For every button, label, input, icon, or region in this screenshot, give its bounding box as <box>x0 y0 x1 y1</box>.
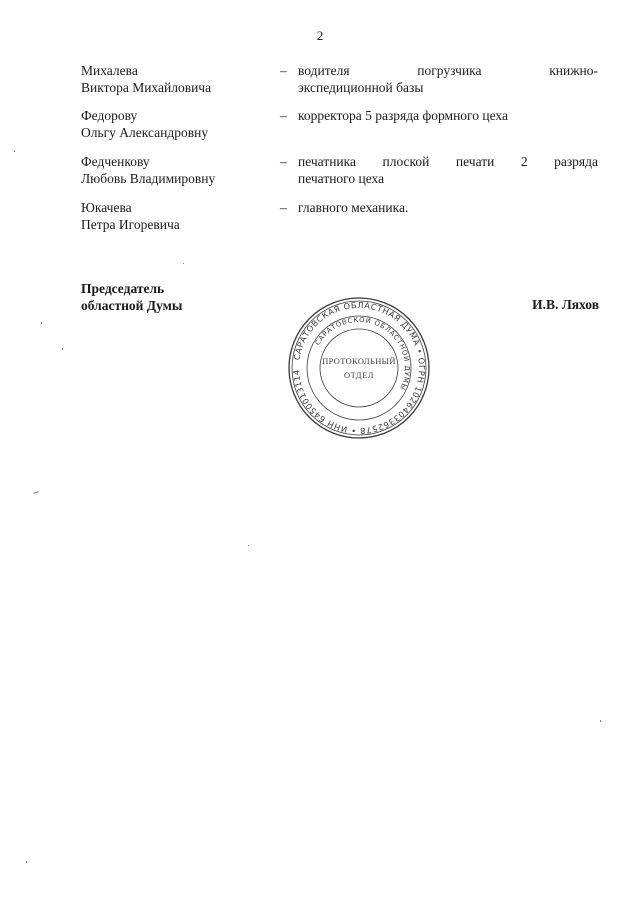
person-given-names: Любовь Владимировну <box>81 171 216 186</box>
person-name <box>81 153 271 187</box>
signatory-title-line: областной Думы <box>81 298 183 313</box>
scan-mark <box>62 348 63 350</box>
person-surname: Михалева <box>81 63 138 78</box>
signatory-name: И.В. Ляхов <box>532 297 599 312</box>
seal-center-text: ПРОТОКОЛЬНЫЙ <box>322 357 396 366</box>
dash-separator: – <box>280 200 287 215</box>
signatory-title-line: Председатель <box>81 281 165 296</box>
scan-mark <box>14 150 15 152</box>
page-number: 2 <box>316 28 324 43</box>
position-line: корректора 5 разряда формного цеха <box>298 108 508 123</box>
scan-mark <box>26 861 27 863</box>
scan-mark <box>33 491 39 494</box>
person-surname: Федченкову <box>81 154 150 169</box>
position-line: печатника плоской печати 2 разряда <box>298 154 598 169</box>
person-name <box>81 62 271 96</box>
person-surname: Федорову <box>81 108 138 123</box>
position-line: экспедиционной базы <box>298 80 424 95</box>
position-line: главного механика. <box>298 200 409 215</box>
scan-mark <box>600 720 601 722</box>
person-name <box>81 107 271 141</box>
person-given-names: Петра Игоревича <box>81 217 180 232</box>
seal-inner-text: САРАТОВСКОЙ ОБЛАСТНОЙ ДУМЫ <box>313 315 412 392</box>
scan-mark <box>183 263 184 264</box>
person-name <box>81 199 271 233</box>
scan-mark <box>248 545 249 546</box>
seal-center-text: ОТДЕЛ <box>343 371 375 380</box>
seal-outer-text: САРАТОВСКАЯ ОБЛАСТНАЯ ДУМА • ОГРН 1026403362578 • ИНН 6450013114 <box>290 299 428 437</box>
dash-separator: – <box>280 63 287 78</box>
round-seal-icon <box>285 294 433 442</box>
person-given-names: Виктора Михайловича <box>81 80 212 95</box>
signatory-title <box>81 280 182 314</box>
position-title <box>298 107 598 124</box>
person-given-names: Ольгу Александровну <box>81 125 209 140</box>
position-title <box>298 62 598 96</box>
seal-core-border <box>320 329 398 407</box>
position-line: водителя погрузчика книжно- <box>298 63 598 78</box>
position-title <box>298 153 598 187</box>
dash-separator: – <box>280 108 287 123</box>
scan-mark <box>41 322 42 324</box>
position-line: печатного цеха <box>298 171 385 186</box>
position-title <box>298 199 598 216</box>
person-surname: Юкачева <box>81 200 132 215</box>
dash-separator: – <box>280 154 287 169</box>
